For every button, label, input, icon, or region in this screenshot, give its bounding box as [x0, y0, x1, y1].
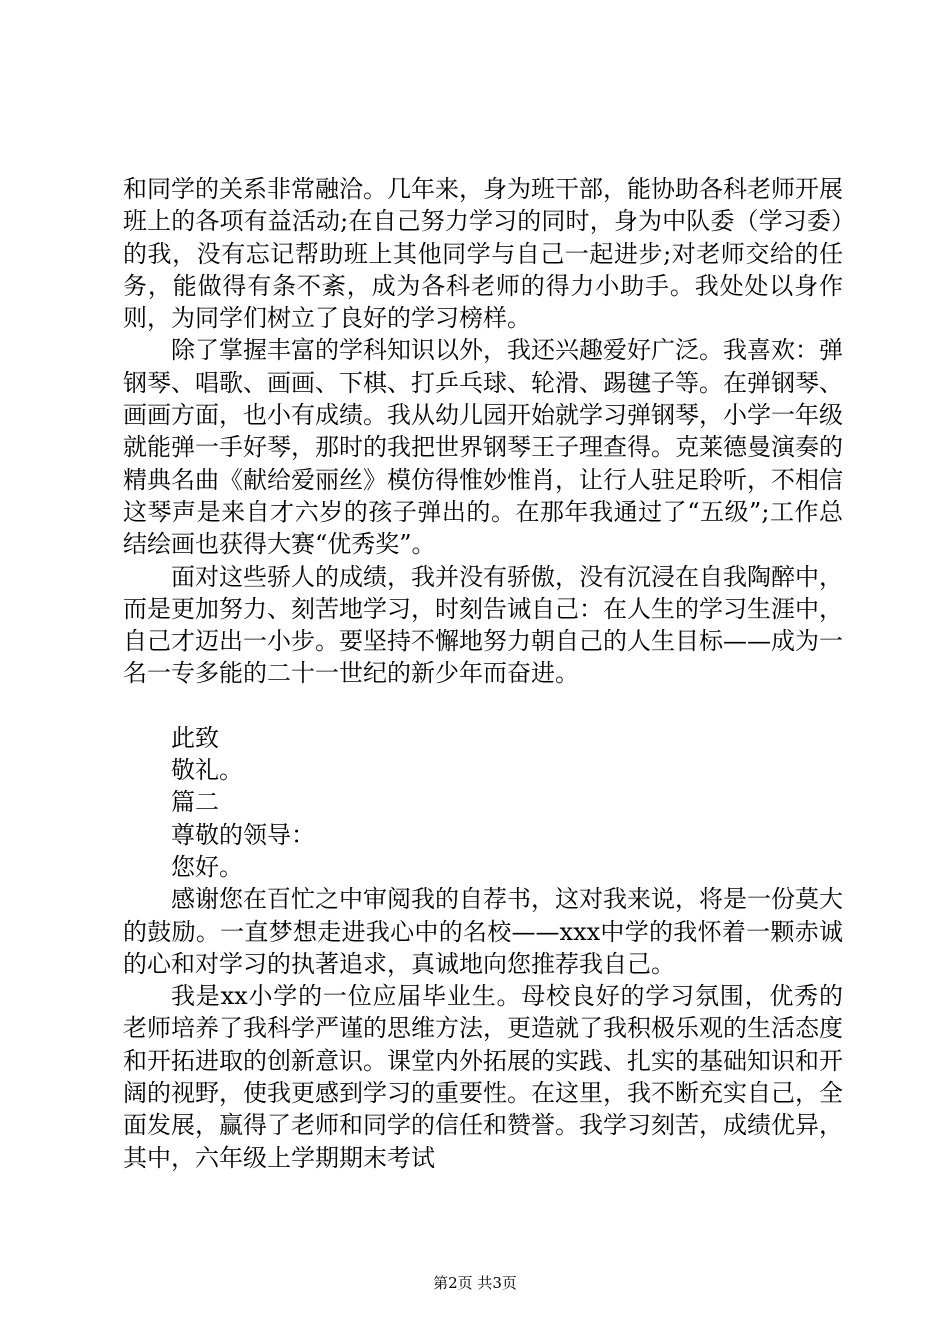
paragraph-introduction: 我是xx小学的一位应届毕业生。母校良好的学习氛围，优秀的老师培养了我科学严谨的思维方法，更造就了我积极乐观的生活态度和开拓进取的创新意识。课堂内外拓展的实践、扎实的基础知识和开阔的视野，使我更感到学习的重要性。在这里，我不断充实自己，全面发展，赢得了老师和同学的信任和赞誉。我学习刻苦，成绩优异，其中，六年级上学期期末考试 [123, 982, 843, 1172]
section-title: 篇二 [171, 788, 219, 817]
paragraph-goals: 面对这些骄人的成绩，我并没有骄傲，没有沉浸在自我陶醉中，而是更加努力、刻苦地学习，时刻告诫自己：在人生的学习生涯中，自己才迈出一小步。要坚持不懈地努力朝自己的人生目标——成为一名一专多能的二十一世纪的新少年而奋进。 [123, 562, 843, 688]
closing-line-1: 此致 [171, 723, 219, 752]
document-body [123, 173, 843, 1174]
salutation: 尊敬的领导： [171, 820, 315, 849]
paragraph-thanks: 感谢您在百忙之中审阅我的自荐书，这对我来说，将是一份莫大的鼓励。一直梦想走进我心中的名校——xxx中学的我怀着一颗赤诚的心和对学习的执著追求，真诚地向您推荐我自己。 [123, 885, 843, 978]
greeting: 您好。 [171, 852, 243, 881]
paragraph-continued: 和同学的关系非常融洽。几年来，身为班干部，能协助各科老师开展班上的各项有益活动;在自己努力学习的同时，身为中队委（学习委）的我，没有忘记帮助班上其他同学与自己一起进步;对老师交给的任务，能做得有条不紊，成为各科老师的得力小助手。我处处以身作则，为同学们树立了良好的学习榜样。 [123, 175, 843, 333]
closing-line-2: 敬礼。 [171, 756, 243, 785]
page-footer: 第2页 共3页 [433, 1274, 517, 1292]
paragraph-hobbies: 除了掌握丰富的学科知识以外，我还兴趣爱好广泛。我喜欢：弹钢琴、唱歌、画画、下棋、打乒乓球、轮滑、踢毽子等。在弹钢琴、画画方面，也小有成绩。我从幼儿园开始就学习弹钢琴，小学一年级就能弹一手好琴，那时的我把世界钢琴王子理查得。克莱德曼演奏的精典名曲《献给爱丽丝》模仿得惟妙惟肖，让行人驻足聆听，不相信这琴声是来自才六岁的孩子弹出的。在那年我通过了“五级”;工作总结绘画也获得大赛“优秀奖”。 [123, 336, 843, 559]
blank-line [123, 690, 843, 722]
